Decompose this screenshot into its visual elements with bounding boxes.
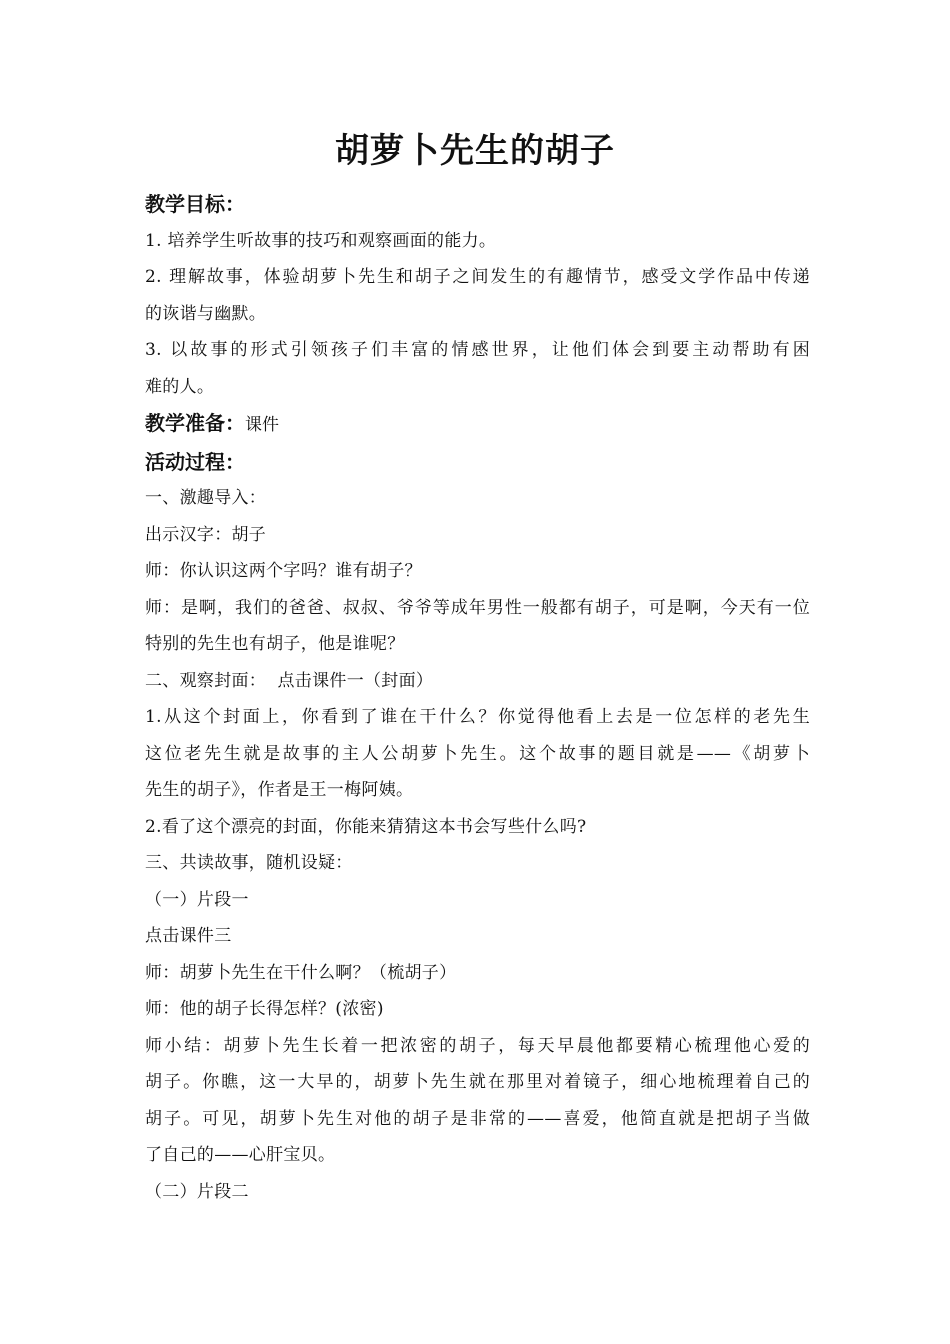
process-line: 1.从这个封面上，你看到了谁在干什么？你觉得他看上去是一位怎样的老先生 <box>145 707 810 727</box>
process-line: 出示汉字：胡子 <box>145 524 267 545</box>
goal-line: 2. 理解故事，体验胡萝卜先生和胡子之间发生的有趣情节，感受文学作品中传递 <box>145 267 810 287</box>
goal-line: 1. 培养学生听故事的技巧和观察画面的能力。 <box>145 230 497 251</box>
document-body <box>145 186 810 1210</box>
process-line: 二、观察封面： 点击课件一（封面） <box>145 670 434 691</box>
process-line: 先生的胡子》，作者是王一梅阿姨。 <box>145 780 414 800</box>
process-line: 点击课件三 <box>145 926 232 946</box>
document-title: 胡萝卜先生的胡子 <box>335 131 615 171</box>
goal-line: 的诙谐与幽默。 <box>145 303 267 324</box>
process-line: 胡子。你瞧，这一大早的，胡萝卜先生就在那里对着镜子，细心地梳理着自己的 <box>145 1072 810 1092</box>
goal-line: 3. 以故事的形式引领孩子们丰富的情感世界，让他们体会到要主动帮助有困 <box>145 340 810 360</box>
prep-value: 课件 <box>245 415 279 435</box>
process-line: 师小结：胡萝卜先生长着一把浓密的胡子，每天早晨他都要精心梳理他心爱的 <box>145 1035 810 1056</box>
process-line: 三、共读故事，随机设疑： <box>145 853 353 873</box>
goals-heading: 教学目标： <box>145 192 245 216</box>
process-line: 师：他的胡子长得怎样？(浓密) <box>145 999 384 1019</box>
process-heading: 活动过程： <box>145 449 245 474</box>
prep-heading-row <box>145 405 810 444</box>
process-line: 胡子。可见，胡萝卜先生对他的胡子是非常的——喜爱，他简直就是把胡子当做 <box>145 1108 810 1129</box>
process-line: 师：胡萝卜先生在干什么啊？（梳胡子） <box>145 962 457 983</box>
goal-line: 难的人。 <box>145 376 215 397</box>
prep-heading: 教学准备： <box>145 411 245 435</box>
process-line: 2.看了这个漂亮的封面，你能来猜猜这本书会写些什么吗? <box>145 816 587 837</box>
process-line: 一、激趣导入： <box>145 488 267 508</box>
process-line: （二）片段二 <box>145 1181 249 1202</box>
process-line: 师：是啊，我们的爸爸、叔叔、爷爷等成年男性一般都有胡子，可是啊，今天有一位 <box>145 597 810 618</box>
process-line: 这位老先生就是故事的主人公胡萝卜先生。这个故事的题目就是——《胡萝卜 <box>145 743 810 764</box>
process-line: 师：你认识这两个字吗？谁有胡子？ <box>145 561 422 581</box>
process-line: 特别的先生也有胡子，他是谁呢？ <box>145 634 405 654</box>
process-line: 了自己的——心肝宝贝。 <box>145 1145 336 1165</box>
process-line: （一）片段一 <box>145 889 249 910</box>
